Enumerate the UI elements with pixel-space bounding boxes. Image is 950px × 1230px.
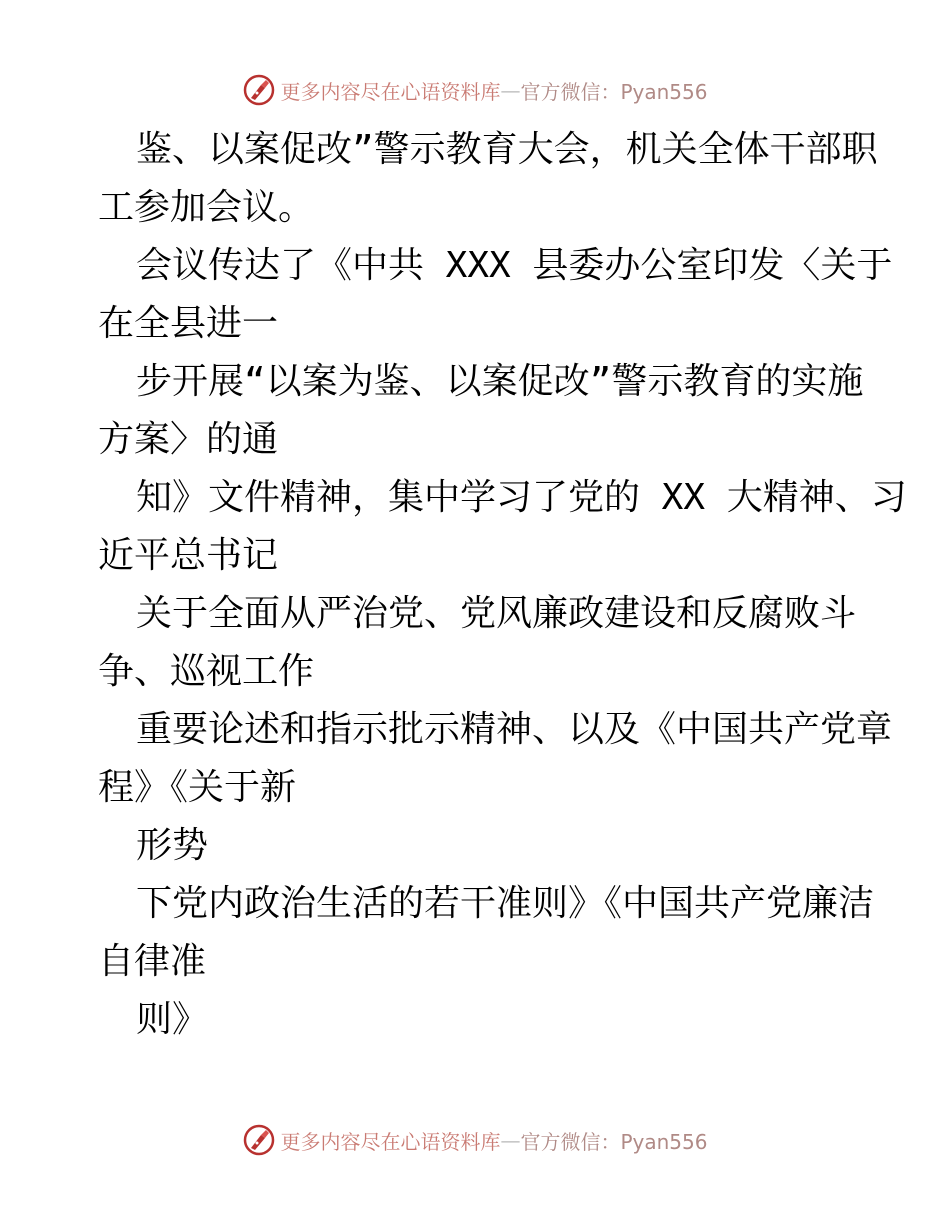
pen-nib-logo-icon	[242, 73, 276, 107]
watermark-wechat-text: 官方微信：Pyan556	[520, 1129, 708, 1154]
text-line: 方案〉的通	[98, 419, 279, 460]
text-line: 近平总书记	[98, 535, 279, 576]
pen-nib-logo-icon	[242, 1123, 276, 1157]
header-watermark	[0, 70, 950, 110]
text-line: 争、巡视工作	[98, 651, 315, 692]
text-line: 知》文件精神，集中学习了党的 XX 大精神、习	[136, 477, 907, 518]
footer-watermark	[0, 1120, 950, 1160]
text-line: 工参加会议。	[98, 187, 315, 228]
text-line: 下党内政治生活的若干准则》《中国共产党廉洁	[136, 883, 875, 924]
watermark-dash: —	[500, 78, 521, 102]
text-line: 重要论述和指示批示精神、以及《中国共产党章	[136, 709, 893, 750]
watermark-dash: —	[500, 1128, 521, 1152]
text-line: 步开展“以案为鉴、以案促改”警示教育的实施	[136, 361, 864, 402]
text-line: 程》《关于新	[98, 767, 297, 808]
text-line: 自律准	[98, 941, 207, 982]
text-line: 形势	[136, 825, 209, 866]
text-line: 关于全面从严治党、党风廉政建设和反腐败斗	[136, 593, 857, 634]
watermark-main-text: 更多内容尽在心语资料库	[280, 79, 501, 104]
document-body	[98, 121, 907, 1049]
text-line: 鉴、以案促改”警示教育大会，机关全体干部职	[136, 129, 878, 170]
watermark-wechat-text: 官方微信：Pyan556	[520, 79, 708, 104]
text-line: 会议传达了《中共 XXX 县委办公室印发〈关于	[136, 245, 893, 286]
text-line: 则》	[136, 999, 209, 1040]
text-line: 在全县进一	[98, 303, 279, 344]
watermark-main-text: 更多内容尽在心语资料库	[280, 1129, 501, 1154]
